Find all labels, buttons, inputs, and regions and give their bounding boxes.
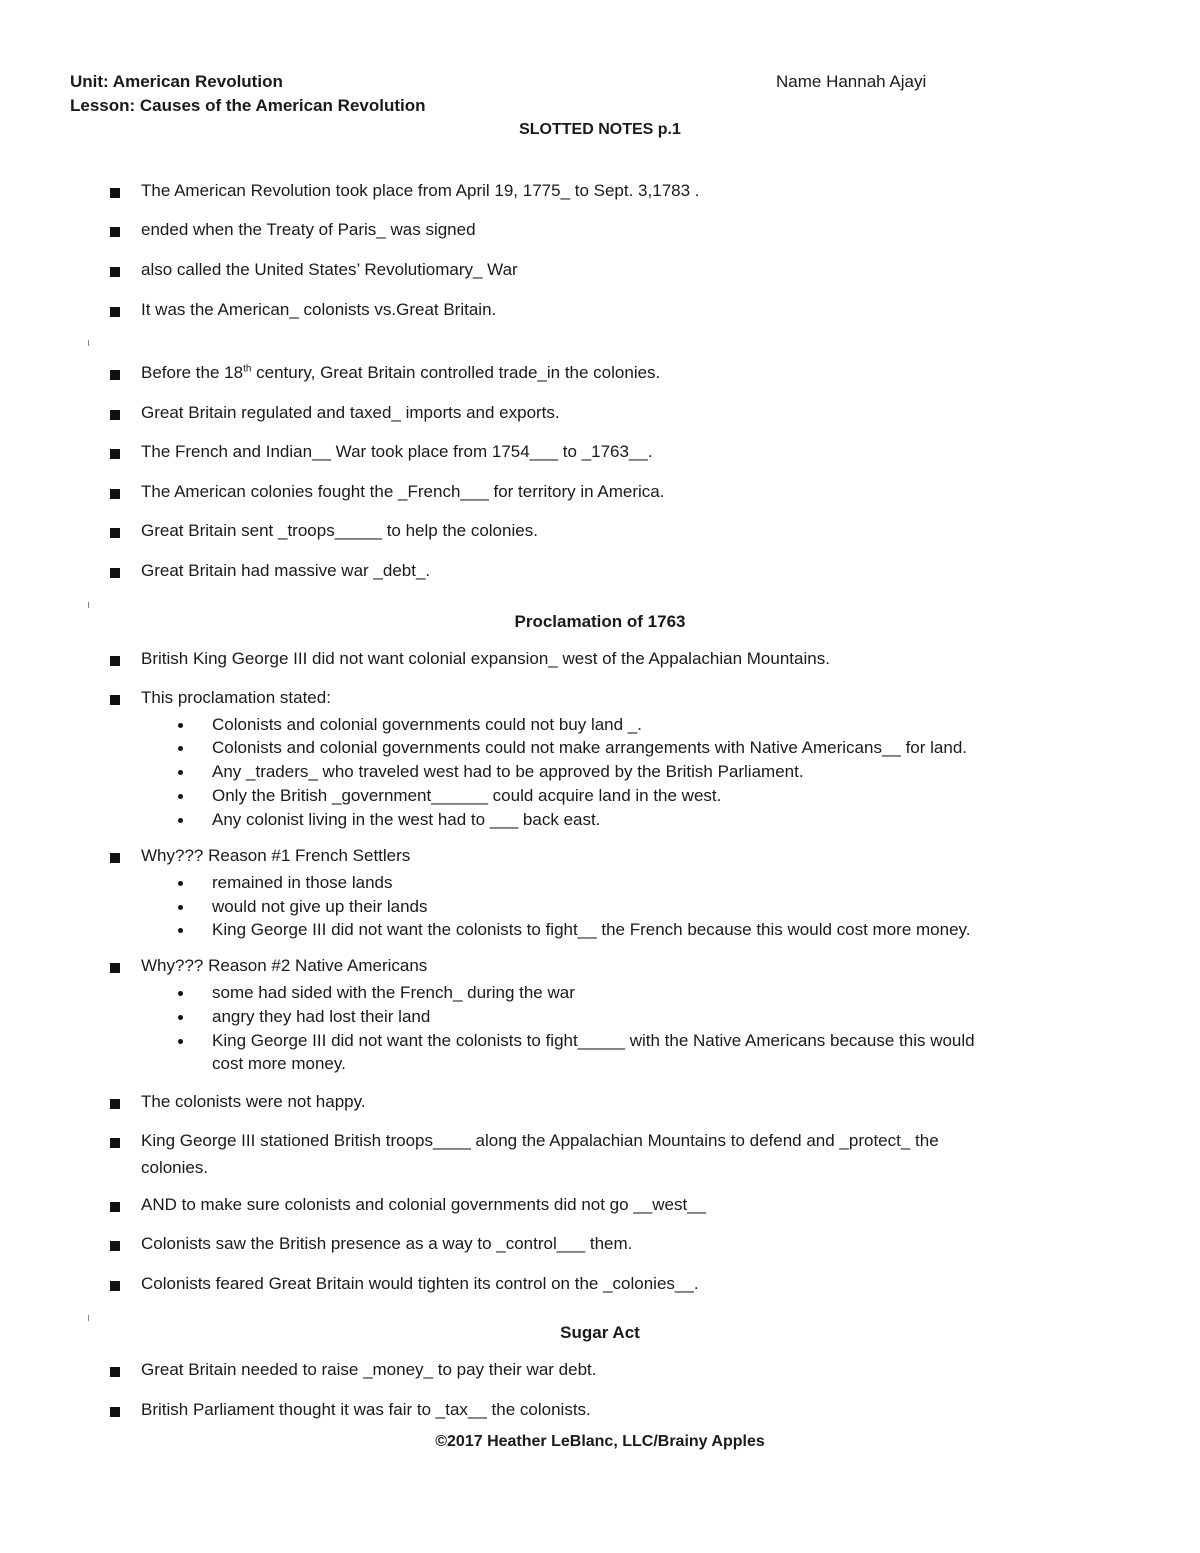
worksheet-page: Unit: American Revolution Lesson: Causes of the American Revolution Name Hannah Ajayi SLOTTED NOTES p.1 The American Revolution took place from April 19, 1775_ to Sept. 3,1783 . ended when the Treaty of Paris_ was signed also called the United States’ Revolutiomary_ War It was the American_ colonists vs.Great Britain. Before the 18th century, Great Britain controlled trade_in the colonies. Great Britain regulated and taxed_ imports and exports. The French and Indian__ War took place from 1754___ to _1763__. The American colonies fought the _French___ for territory in America. Great Britain sent _troops_____ to help the colonies. Great Britain had massive war _debt_. Proclamation of 1763 British King George III did not want colonial expansion_ west of the Appalachian Mountains. This proclamation stated: Colonists and colonial governments could not buy land _. Colonists and colonial governments could not make arrangements with Native Americans__ for land. Any _traders_ who traveled west had to be approved by the British Parliament. Only the British _government______ could acquire land in the west. Any colonist living in the west had to ___ back east. Why??? Reason #1 French Settlers remained in those lands would not give up their lands King George III did not want the colonists to fight__ the French because this would cost more money. Why??? Reason #2 Native Americans some had sided with the French_ during the war angry they had lost their land King George III did not want the colonists to fight_____ with the Native Americans because this would cost more money. The colonists were not happy. King George III stationed British troops____ along the Appalachian Mountains to defend and _protect_ the colonies. AND to make sure colonists and colonial governments did not go __west__ Colonists saw the British presence as a way to _control___ them. Colonists feared Great Britain would tighten its control on the _colonies__. Sugar Act Great Britain needed to raise _money_ to pay their war debt. British Parliament thought it was fair to _tax__ the colonists. ©2017 Heather LeBlanc, LLC/Brainy Apples: [0, 0, 1200, 1553]
square-bullet-icon: [110, 695, 120, 705]
square-bullet-icon: [110, 410, 120, 420]
square-bullet-icon: [110, 568, 120, 578]
dot-bullet-icon: [178, 746, 183, 751]
dot-bullet-icon: [178, 905, 183, 910]
square-bullet-icon: [110, 489, 120, 499]
dot-bullet-icon: [178, 723, 183, 728]
square-bullet-icon: [110, 1367, 120, 1377]
section-divider: [88, 340, 89, 346]
student-name: Name Hannah Ajayi: [776, 72, 927, 91]
square-bullet-icon: [110, 853, 120, 863]
square-bullet-icon: [110, 656, 120, 666]
square-bullet-icon: [110, 307, 120, 317]
square-bullet-icon: [110, 267, 120, 277]
square-bullet-icon: [110, 1281, 120, 1291]
section-divider: [88, 602, 89, 608]
square-bullet-icon: [110, 227, 120, 237]
square-bullet-icon: [110, 449, 120, 459]
unit-label: Unit: American Revolution: [70, 72, 283, 91]
dot-bullet-icon: [178, 1015, 183, 1020]
section-heading: Proclamation of 1763: [514, 612, 686, 631]
dot-bullet-icon: [178, 928, 183, 933]
square-bullet-icon: [110, 1138, 120, 1148]
dot-bullet-icon: [178, 1039, 183, 1044]
dot-bullet-icon: [178, 991, 183, 996]
dot-bullet-icon: [178, 770, 183, 775]
dot-bullet-icon: [178, 881, 183, 886]
square-bullet-icon: [110, 1241, 120, 1251]
dot-bullet-icon: [178, 794, 183, 799]
copyright-footer: ©2017 Heather LeBlanc, LLC/Brainy Apples: [435, 1433, 765, 1450]
square-bullet-icon: [110, 188, 120, 198]
dot-bullet-icon: [178, 818, 183, 823]
lesson-label: Lesson: Causes of the American Revolution: [70, 96, 426, 115]
square-bullet-icon: [110, 528, 120, 538]
square-bullet-icon: [110, 1407, 120, 1417]
square-bullet-icon: [110, 1099, 120, 1109]
section-divider: [88, 1315, 89, 1321]
square-bullet-icon: [110, 1202, 120, 1212]
section-heading: Sugar Act: [560, 1323, 640, 1342]
square-bullet-icon: [110, 370, 120, 380]
page-title: SLOTTED NOTES p.1: [519, 121, 681, 138]
square-bullet-icon: [110, 963, 120, 973]
